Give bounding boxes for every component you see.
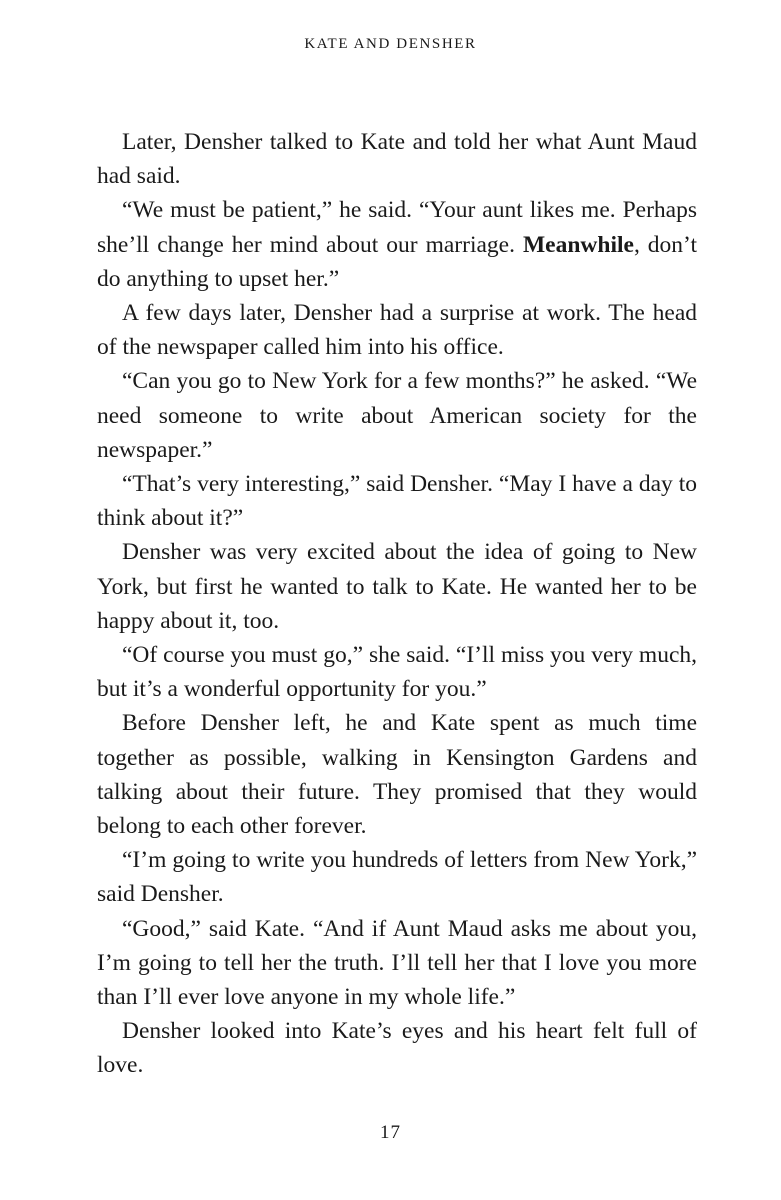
running-head: KATE AND DENSHER [304, 36, 477, 52]
paragraph: “Good,” said Kate. “And if Aunt Maud asks me about you, I’m going to tell her the truth. I’ll tell her that I love you more than I’ll ever love anyone in my whole life.” [97, 915, 697, 1011]
page-number: 17 [380, 1122, 401, 1143]
paragraph: “Of course you must go,” she said. “I’ll miss you very much, but it’s a wonderful opportunity for you.” [97, 642, 697, 703]
paragraph: “I’m going to write you hundreds of letters from New York,” said Densher. [97, 847, 697, 908]
paragraph: “Can you go to New York for a few months?” he asked. “We need someone to write about American society for the newspaper.” [97, 368, 697, 463]
paragraph-text: “We must be patient,” he said. “Your aunt likes me. Perhaps she’ll change her mind about our marriage. [97, 197, 697, 258]
paragraph [97, 193, 697, 296]
glossary-term: Meanwhile [522, 231, 634, 258]
paragraph-text: , don’t do anything to upset her.” [97, 231, 697, 292]
paragraph: A few days later, Densher had a surprise at work. The head of the newspaper called him into his office. [97, 300, 697, 361]
paragraph: Densher was very excited about the idea of going to New York, but first he wanted to talk to Kate. He wanted her to be happy about it, too. [97, 539, 697, 634]
paragraph: Later, Densher talked to Kate and told her what Aunt Maud had said. [97, 129, 697, 190]
paragraph: “That’s very interesting,” said Densher. “May I have a day to think about it?” [97, 471, 697, 532]
paragraph: Before Densher left, he and Kate spent as much time together as possible, walking in Kensington Gardens and talking about their future. They promised that they would belong to each other forever. [97, 710, 697, 840]
body-text [97, 125, 697, 1083]
paragraph: Densher looked into Kate’s eyes and his heart felt full of love. [97, 1018, 697, 1079]
